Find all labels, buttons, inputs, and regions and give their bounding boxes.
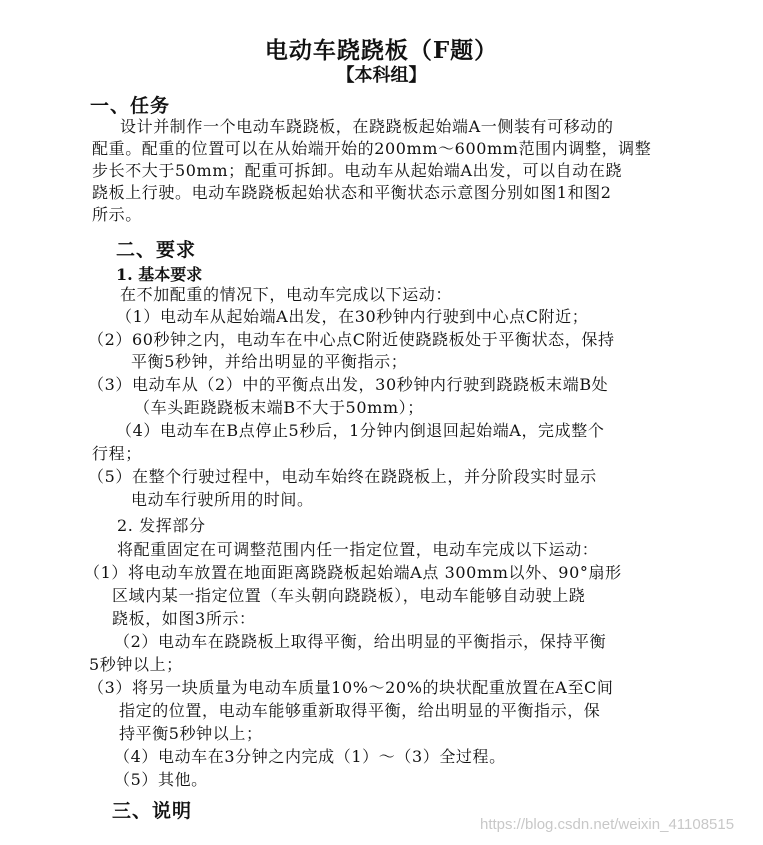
list-line: （3）电动车从（2）中的平衡点出发，30秒钟内行驶到跷跷板末端B处 (88, 375, 609, 394)
list-line: （2）电动车在跷跷板上取得平衡，给出明显的平衡指示，保持平衡 (114, 632, 607, 651)
section-heading-task: 一、任务 (90, 95, 171, 117)
list-line: （2）60秒钟之内，电动车在中心点C附近使跷跷板处于平衡状态，保持 (88, 330, 615, 349)
subheading-advanced: 2. 发挥部分 (117, 516, 206, 535)
document-subtitle: 【本科组】 (336, 65, 427, 86)
paragraph-line: 设计并制作一个电动车跷跷板，在跷跷板起始端A一侧装有可移动的 (120, 117, 614, 136)
list-line: （5）其他。 (114, 770, 208, 789)
paragraph-line: 跷板上行驶。电动车跷跷板起始状态和平衡状态示意图分别如图1和图2 (92, 183, 612, 202)
list-line: 平衡5秒钟，并给出明显的平衡指示； (131, 352, 408, 371)
paragraph-line: 配重。配重的位置可以在从始端开始的200mm～600mm范围内调整，调整 (92, 139, 652, 158)
paragraph-line: 步长不大于50mm；配重可拆卸。电动车从起始端A出发，可以自动在跷 (92, 161, 623, 180)
list-line: 电动车行驶所用的时间。 (131, 490, 314, 509)
subheading-basic: 1. 基本要求 (116, 265, 203, 284)
list-line: （3）将另一块质量为电动车质量10%～20%的块状配重放置在A至C间 (88, 678, 614, 697)
paragraph-line: 所示。 (92, 205, 142, 224)
list-line: 在不加配重的情况下，电动车完成以下运动： (120, 285, 453, 304)
list-line: （车头距跷跷板末端B不大于50mm）； (134, 398, 424, 417)
list-line: （1）电动车从起始端A出发，在30秒钟内行驶到中心点C附近； (116, 307, 589, 326)
section-heading-requirements: 二、要求 (116, 239, 197, 261)
list-line: 跷板，如图3所示： (112, 609, 256, 628)
list-line: 5秒钟以上； (89, 655, 183, 674)
list-line: （4）电动车在B点停止5秒后，1分钟内倒退回起始端A，完成整个 (116, 421, 605, 440)
section-heading-notes: 三、说明 (112, 800, 193, 822)
list-line: 将配重固定在可调整范围内任一指定位置，电动车完成以下运动： (117, 540, 599, 559)
list-line: 行程； (92, 444, 142, 463)
list-line: （4）电动车在3分钟之内完成（1）～（3）全过程。 (114, 747, 506, 766)
list-line: 持平衡5秒钟以上； (119, 724, 263, 743)
list-line: 指定的位置，电动车能够重新取得平衡，给出明显的平衡指示，保 (119, 701, 601, 720)
list-line: （5）在整个行驶过程中，电动车始终在跷跷板上，并分阶段实时显示 (88, 467, 597, 486)
list-line: （1）将电动车放置在地面距离跷跷板起始端A点 300mm以外、90°扇形 (84, 563, 622, 582)
list-line: 区域内某一指定位置（车头朝向跷跷板），电动车能够自动驶上跷 (112, 586, 586, 605)
watermark: https://blog.csdn.net/weixin_41108515 (480, 816, 735, 833)
document-title: 电动车跷跷板（F题） (264, 37, 499, 64)
